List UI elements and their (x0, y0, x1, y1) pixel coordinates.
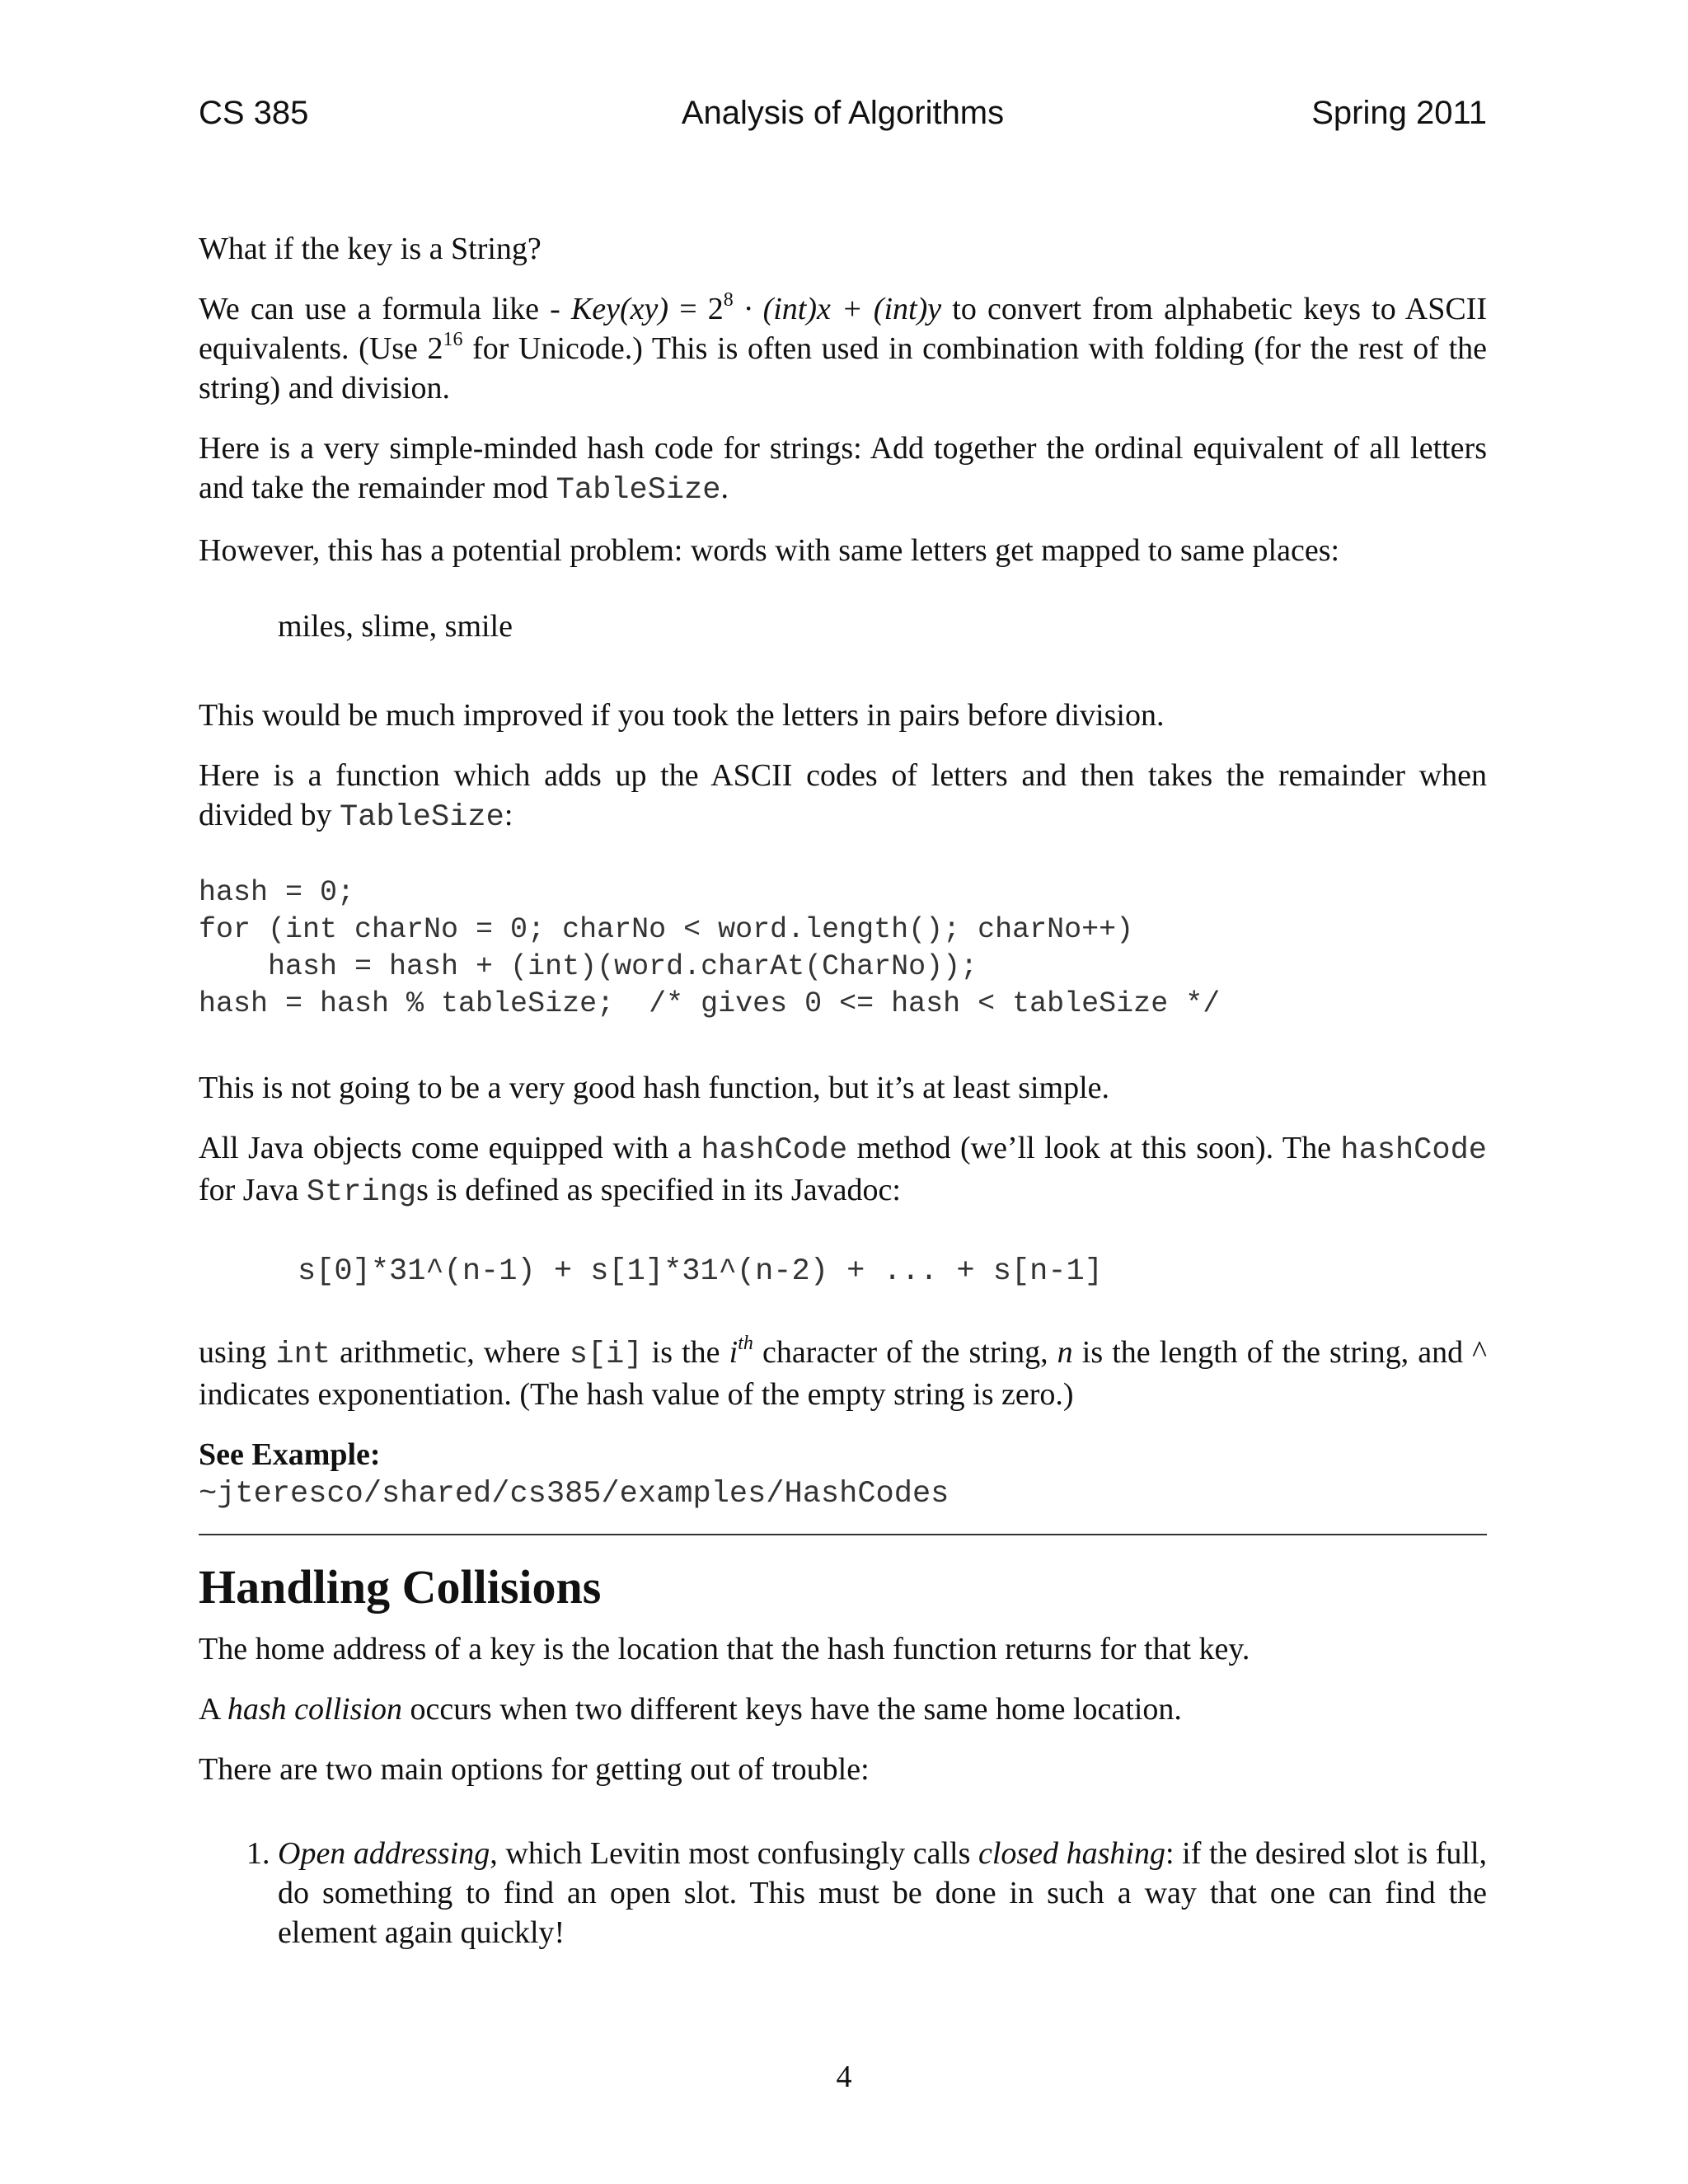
paragraph-options: There are two main options for getting out of trouble: (199, 1752, 870, 1787)
paragraph-hash-collision: A hash collision occurs when two different keys have the same home location. (199, 1692, 1182, 1727)
paragraph-arithmetic: using int arithmetic, where s[i] is the $i^{th}$ character of the string, n is the length of the string, and ^ indicates exponentiation. (The hash value of the empty string is zero.) (199, 1333, 1487, 1412)
paragraph-function: Here is a function which adds up the ASCII codes of letters and then takes the remainder when divided by TableSize: (199, 758, 1487, 835)
running-header (199, 95, 1487, 136)
section-heading: Handling Collisions (199, 1560, 602, 1614)
paragraph-formula: We can use a formula like - $Key(xy) = 2^8 \cdot (int)x + (int)y$ to convert from alphabetic keys to ASCII equivalents. (Use $2^{16}$ for Unicode.) This is often used in combination with folding (for the rest of the string) and division. (199, 289, 1487, 405)
options-list (199, 1834, 1487, 1952)
paragraph-string-key: What if the key is a String? (199, 232, 542, 266)
section-divider (199, 1534, 1487, 1535)
code-line: hash = hash % tableSize; /* gives 0 <= hash < tableSize */ (199, 987, 1221, 1020)
example-words: miles, slime, smile (278, 609, 513, 644)
paragraph-home-address: The home address of a key is the location that the hash function returns for that key. (199, 1632, 1250, 1666)
term: Spring 2011 (1311, 95, 1487, 131)
paragraph-simple-hash: Here is a very simple-minded hash code for strings: Add together the ordinal equivalent of all letters and take the remainder mod TableSize. (199, 431, 1487, 508)
course-code: CS 385 (199, 95, 309, 131)
formula-rhs: · (int)x + (int)y (733, 292, 942, 326)
code-line: hash = 0; (199, 876, 355, 909)
paragraph-simple: This is not going to be a very good hash function, but it’s at least simple. (199, 1071, 1110, 1105)
paragraph-problem: However, this has a potential problem: words with same letters get mapped to same places: (199, 533, 1340, 568)
page-number: 4 (836, 2060, 852, 2094)
inline-code: hashCode (701, 1133, 848, 1168)
inline-code: TableSize (556, 473, 721, 508)
inline-code: int (275, 1338, 331, 1372)
example-path: ~jteresco/shared/cs385/examples/HashCodes (199, 1477, 950, 1511)
code-block (199, 874, 1487, 1023)
inline-code: s[i] (569, 1338, 643, 1372)
inline-code: String (306, 1175, 417, 1210)
list-item: 1. Open addressing, which Levitin most confusingly calls closed hashing: if the desired slot is full, do something to find an open slot. This must be done in such a way that one can find the element again quickly! (278, 1834, 1487, 1952)
page-body (199, 229, 1487, 1952)
see-example-label: See Example: (199, 1437, 381, 1472)
code-line: hash = hash + (int)(word.charAt(CharNo)); (199, 950, 978, 983)
javadoc-formula: s[0]*31^(n-1) + s[1]*31^(n-2) + ... + s[n-1] (298, 1254, 1103, 1289)
formula-lhs: Key(xy) (570, 292, 669, 326)
paragraph-pairs: This would be much improved if you took the letters in pairs before division. (199, 698, 1165, 733)
inline-code: TableSize (339, 800, 504, 835)
inline-code: hashCode (1340, 1133, 1487, 1168)
code-line: for (int charNo = 0; charNo < word.length(); charNo++) (199, 913, 1134, 946)
course-title: Analysis of Algorithms (681, 95, 1005, 131)
paragraph-java-hashcode: All Java objects come equipped with a hashCode method (we’ll look at this soon). The hashCode for Java Strings is defined as specified in its Javadoc: (199, 1131, 1487, 1210)
